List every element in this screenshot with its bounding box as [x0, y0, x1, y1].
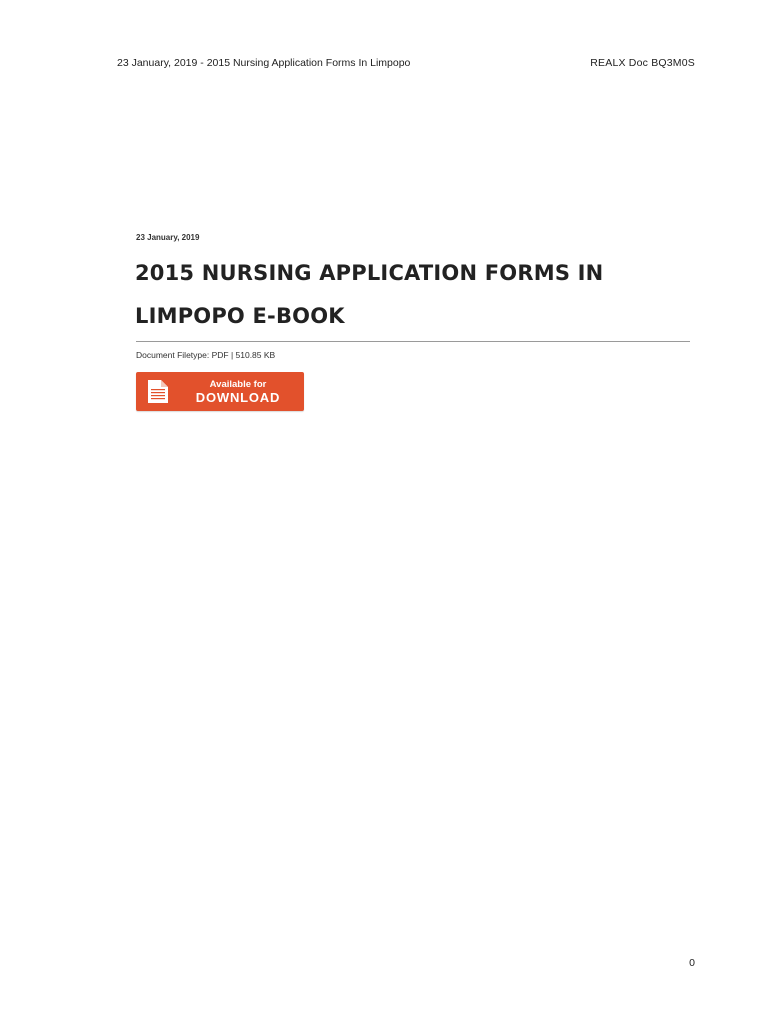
page-number: 0 — [689, 957, 695, 969]
document-date: 23 January, 2019 — [136, 233, 200, 242]
document-filetype: Document Filetype: PDF | 510.85 KB — [136, 350, 276, 360]
download-button-label: DOWNLOAD — [195, 390, 281, 405]
title-divider — [136, 341, 690, 342]
running-header-doc-id: REALX Doc BQ3M0S — [590, 57, 695, 69]
document-title: 2015 NURSING APPLICATION FORMS IN LIMPOPO E-BOOK — [135, 261, 604, 328]
running-header-title: 23 January, 2019 - 2015 Nursing Application Forms In Limpopo — [117, 57, 411, 69]
download-button[interactable] — [136, 372, 304, 411]
download-button-subtitle: Available for — [209, 379, 267, 390]
